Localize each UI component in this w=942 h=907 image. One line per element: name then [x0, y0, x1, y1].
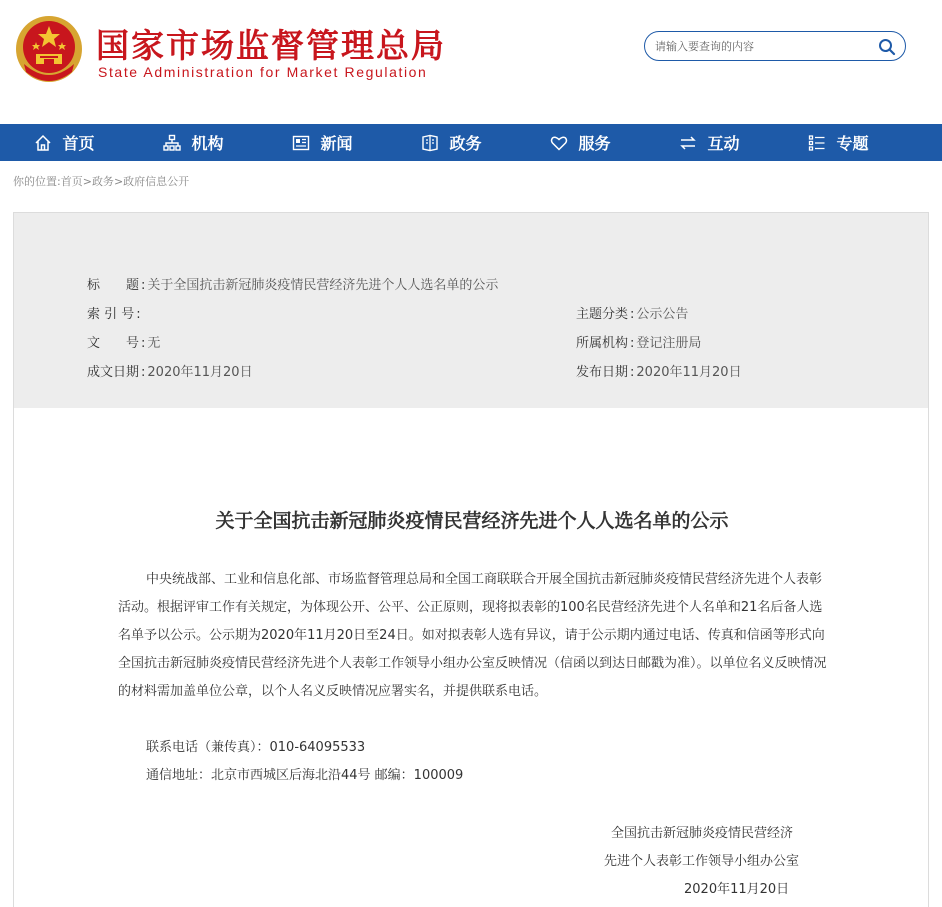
search-input[interactable] — [655, 37, 865, 56]
info-created-label: 成文日期 — [87, 365, 140, 380]
breadcrumb-affairs[interactable]: 政务 — [91, 175, 114, 188]
nav-item-label: 政务 — [449, 134, 482, 153]
breadcrumb-home[interactable]: 首页 — [60, 175, 83, 188]
nav-item-label: 互动 — [707, 134, 740, 153]
breadcrumb-separator: > — [113, 175, 124, 188]
info-published-label: 发布日期 — [576, 365, 629, 380]
info-index-label: 索 引 号 — [87, 307, 135, 322]
news-icon — [292, 134, 310, 152]
home-icon — [34, 134, 52, 152]
main-nav — [0, 124, 942, 161]
nav-item-news[interactable] — [258, 124, 387, 161]
article-title: 关于全国抗击新冠肺炎疫情民营经济先进个人人选名单的公示 — [215, 510, 729, 532]
national-emblem-icon[interactable] — [14, 14, 84, 84]
info-topic-label: 主题分类 — [576, 307, 629, 322]
info-agency-value: 登记注册局 — [636, 336, 702, 351]
exchange-icon — [679, 134, 697, 152]
nav-item-label: 首页 — [62, 134, 95, 153]
nav-item-service[interactable] — [516, 124, 645, 161]
heart-icon — [550, 134, 568, 152]
info-index-row: 索 引 号 : — [87, 303, 143, 322]
site-header — [0, 0, 942, 124]
nav-item-affairs[interactable] — [387, 124, 516, 161]
contact-address: 通信地址：北京市西城区后海北沿44号 邮编：100009 — [146, 768, 464, 783]
info-doc-value: 无 — [147, 336, 161, 351]
breadcrumb-info-disclosure[interactable]: 政府信息公开 — [123, 175, 190, 188]
search-box — [644, 31, 906, 61]
info-agency-label: 所属机构 — [576, 336, 629, 351]
org-icon — [163, 134, 181, 152]
info-created-row: 成文日期 : 2020年11月20日 — [87, 361, 253, 380]
search-icon[interactable] — [878, 38, 896, 56]
article-content — [13, 408, 929, 907]
nav-item-label: 新闻 — [320, 134, 353, 153]
info-published-row: 发布日期 : 2020年11月20日 — [576, 361, 742, 380]
info-doc-label: 文 号 — [87, 336, 140, 351]
nav-item-label: 机构 — [191, 134, 224, 153]
info-agency-row: 所属机构 : 登记注册局 — [576, 332, 701, 351]
nav-item-topic[interactable] — [774, 124, 903, 161]
info-published-value: 2020年11月20日 — [636, 365, 742, 380]
nav-item-label: 专题 — [836, 134, 869, 153]
signature-line-1: 全国抗击新冠肺炎疫情民营经济 — [611, 826, 794, 841]
info-topic-row: 主题分类 : 公示公告 — [576, 303, 688, 322]
article-paragraph: 中央统战部、工业和信息化部、市场监督管理总局和全国工商联联合开展全国抗击新冠肺炎疫情民营经济先进个人表彰活动。根据评审工作有关规定，为体现公开、公平、公正原则，现将拟表彰的100名民营经济先进个人名单和21名后备人选名单予以公示。公示期为2020年11月20日至24日。如对拟表彰人选有异议，请于公示期内通过电话、传真和信函等形式向全国抗击新冠肺炎疫情民营经济先进个人表彰工作领导小组办公室反映情况（信函以到达日邮戳为准）。以单位名义反映情况的材料需加盖单位公章，以个人名义反映情况应署实名，并提供联系电话。 — [118, 572, 827, 699]
affairs-icon — [421, 134, 439, 152]
nav-item-interact[interactable] — [645, 124, 774, 161]
info-created-value: 2020年11月20日 — [147, 365, 253, 380]
document-info-panel — [13, 212, 929, 408]
contact-phone: 联系电话（兼传真）：010-64095533 — [146, 740, 366, 755]
breadcrumb — [13, 173, 189, 189]
nav-item-org[interactable] — [129, 124, 258, 161]
info-topic-value: 公示公告 — [636, 307, 689, 322]
info-title-row: 标 题 : 关于全国抗击新冠肺炎疫情民营经济先进个人人选名单的公示 — [87, 274, 498, 293]
signature-line-2: 先进个人表彰工作领导小组办公室 — [604, 854, 800, 869]
info-title-value: 关于全国抗击新冠肺炎疫情民营经济先进个人人选名单的公示 — [147, 278, 499, 293]
breadcrumb-separator: > — [82, 175, 92, 188]
info-title-label: 标 题 — [87, 278, 140, 293]
nav-item-home[interactable] — [0, 124, 129, 161]
breadcrumb-prefix: 你的位置: — [13, 175, 61, 188]
site-subtitle: State Administration for Market Regulation — [98, 64, 428, 80]
info-doc-row: 文 号 : 无 — [87, 332, 160, 351]
topic-icon — [808, 134, 826, 152]
site-title: 国家市场监督管理总局 — [96, 26, 446, 65]
article-body — [118, 566, 830, 706]
nav-item-label: 服务 — [578, 134, 611, 153]
signature-date: 2020年11月20日 — [684, 882, 790, 897]
